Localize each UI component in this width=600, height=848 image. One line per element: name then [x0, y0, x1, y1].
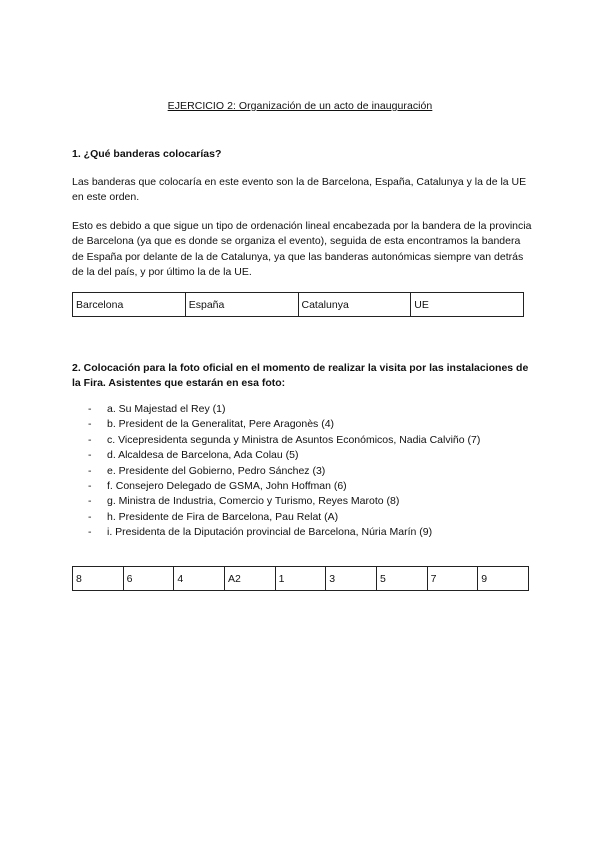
list-item [88, 448, 480, 463]
table-cell: 6 [123, 567, 174, 591]
document-title: EJERCICIO 2: Organización de un acto de inauguración [167, 100, 433, 112]
section1-paragraph-2: Esto es debido a que sigue un tipo de ordenación lineal encabezada por la bandera de la provincia de Barcelona (ya que es donde se organiza el evento), seguida de esta encontramos la bandera de España por delante de la de Catalunya, ya que las banderas autonómicas siempre van detrás de la del país, y por último la de la UE. [72, 220, 532, 278]
list-item [88, 464, 480, 479]
section1-heading: 1. ¿Qué banderas colocarías? [72, 148, 222, 160]
photo-order-table [72, 566, 529, 591]
table-cell: 5 [376, 567, 427, 591]
section1-paragraph-1: Las banderas que colocaría en este evento son la de Barcelona, España, Catalunya y la de la UE en este orden. [72, 176, 527, 204]
list-item [88, 402, 480, 417]
table-cell: 3 [326, 567, 377, 591]
bullet-dash: - [88, 510, 92, 523]
bullet-dash: - [88, 464, 92, 477]
table-cell: 8 [73, 567, 124, 591]
attendee-text: a. Su Majestad el Rey (1) [107, 403, 226, 415]
attendee-text: h. Presidente de Fira de Barcelona, Pau Relat (A) [107, 510, 339, 523]
list-item [88, 479, 480, 494]
bullet-dash: - [88, 418, 92, 431]
table-cell: A2 [224, 567, 275, 591]
attendee-text: g. Ministra de Industria, Comercio y Turismo, Reyes Maroto (8) [107, 495, 400, 508]
table-cell: 1 [275, 567, 326, 591]
attendee-text: e. Presidente del Gobierno, Pedro Sánchez (3) [107, 464, 326, 477]
bullet-dash: - [88, 526, 92, 539]
list-item [88, 433, 480, 448]
bullet-dash: - [88, 449, 92, 462]
table-row [73, 567, 529, 591]
attendee-text: b. President de la Generalitat, Pere Aragonès (4) [107, 418, 335, 431]
table-row [73, 293, 524, 317]
attendee-text: d. Alcaldesa de Barcelona, Ada Colau (5) [107, 449, 299, 462]
table-cell: Catalunya [298, 293, 411, 317]
table-cell: 4 [174, 567, 225, 591]
attendee-list [88, 402, 480, 541]
list-item [88, 417, 480, 432]
attendee-text: f. Consejero Delegado de GSMA, John Hoffman (6) [107, 479, 347, 492]
section2-heading: 2. Colocación para la foto oficial en el momento de realizar la visita por las instalaciones de la Fira. Asistentes que estarán en esa foto: [72, 362, 529, 389]
bullet-dash: - [88, 403, 92, 415]
table-cell: España [185, 293, 298, 317]
bullet-dash: - [88, 495, 92, 508]
table-cell: UE [411, 293, 524, 317]
bullet-dash: - [88, 433, 92, 446]
list-item [88, 494, 480, 509]
bullet-dash: - [88, 479, 92, 492]
attendee-text: i. Presidenta de la Diputación provincial de Barcelona, Núria Marín (9) [107, 526, 433, 539]
table-cell: 9 [478, 567, 529, 591]
table-cell: Barcelona [73, 293, 186, 317]
list-item [88, 510, 480, 525]
table-cell: 7 [427, 567, 478, 591]
attendee-text: c. Vicepresidenta segunda y Ministra de Asuntos Económicos, Nadia Calviño (7) [107, 433, 481, 446]
flag-order-table [72, 292, 524, 317]
list-item [88, 525, 480, 540]
